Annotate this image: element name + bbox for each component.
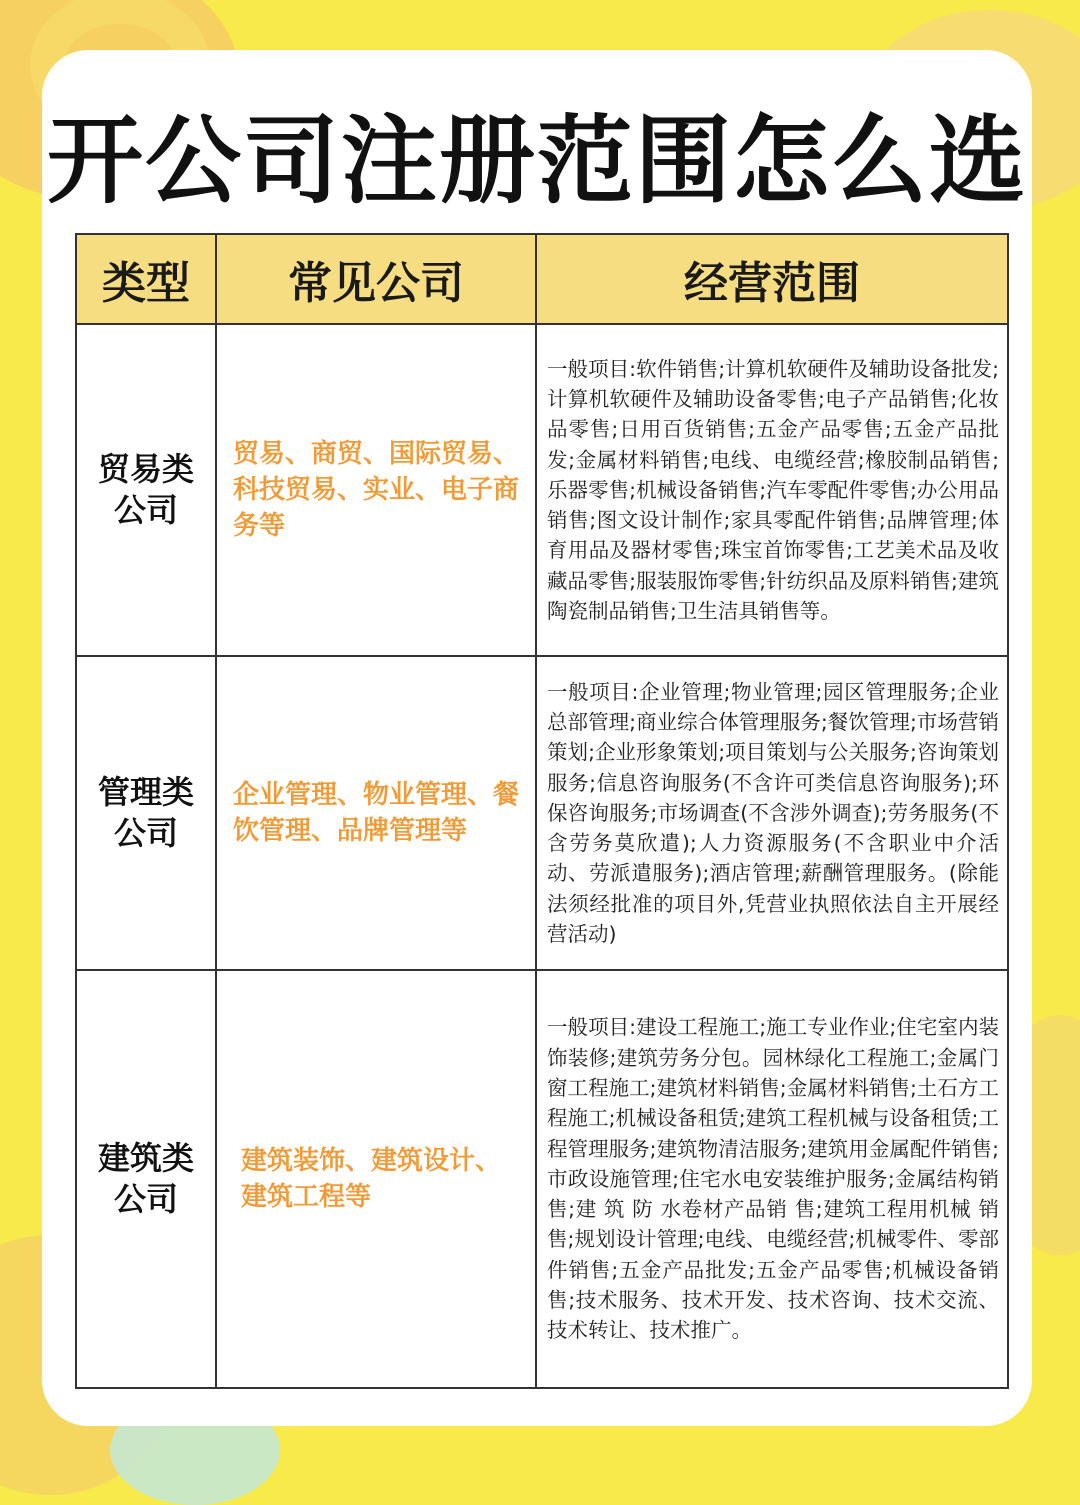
header-type: 类型 xyxy=(76,234,216,324)
header-scope: 经营范围 xyxy=(536,234,1008,324)
table-row-management xyxy=(76,656,1008,970)
companies-cell: 贸易、商贸、国际贸易、科技贸易、实业、电子商务等 xyxy=(216,324,536,656)
table-header-row xyxy=(76,234,1008,324)
companies-cell: 企业管理、物业管理、餐饮管理、品牌管理等 xyxy=(216,656,536,970)
scope-cell: 一般项目:企业管理;物业管理;园区管理服务;企业总部管理;商业综合体管理服务;餐饮管理;市场营销策划;企业形象策划;项目策划与公关服务;咨询策划服务;信息咨询服务(不含许可类信息咨询服务);环保咨询服务;市场调查(不含涉外调查);劳务服务(不含劳务莫欣遣);人力资源服务(不含职业中介活动、劳派遣服务);酒店管理;薪酬管理服务。(除能法须经批准的项目外,凭营业执照依法自主开展经营活动) xyxy=(536,656,1008,970)
type-cell xyxy=(76,324,216,656)
type-label: 管理类 xyxy=(97,773,194,811)
type-label-suffix: 公司 xyxy=(113,814,178,852)
companies-cell: 建筑装饰、建筑设计、建筑工程等 xyxy=(216,970,536,1388)
scope-cell: 一般项目:建设工程施工;施工专业作业;住宅室内装饰装修;建筑劳务分包。园林绿化工程施工;金属门窗工程施工;建筑材料销售;金属材料销售;土石方工程施工;机械设备租赁;建筑工程机械与设备租赁;工程管理服务;建筑物清洁服务;建筑用金属配件销售;市政设施管理;住宅水电安装维护服务;金属结构销售;建 筑 防 水卷材产品销 售;建筑工程用机械 销售;规划设计管理;电线、电缆经营;机械零件、零部件销售;五金产品批发;五金产品零售;机械设备销售;技术服务、技术开发、技术咨询、技术交流、技术转让、技术推广。 xyxy=(536,970,1008,1388)
type-cell xyxy=(76,970,216,1388)
type-cell xyxy=(76,656,216,970)
type-label-suffix: 公司 xyxy=(113,491,178,529)
table-row-trade xyxy=(76,324,1008,656)
header-companies: 常见公司 xyxy=(216,234,536,324)
scope-cell: 一般项目:软件销售;计算机软硬件及辅助设备批发;计算机软硬件及辅助设备零售;电子产品销售;化妆品零售;日用百货销售;五金产品零售;五金产品批发;金属材料销售;电线、电缆经营;橡胶制品销售;乐器零售;机械设备销售;汽车零配件零售;办公用品销售;图文设计制作;家具零配件销售;品牌管理;体育用品及器材零售;珠宝首饰零售;工艺美术品及收藏品零售;服装服饰零售;针纺织品及原料销售;建筑陶瓷制品销售;卫生洁具销售等。 xyxy=(536,324,1008,656)
business-scope-table xyxy=(75,233,1009,1389)
type-label: 建筑类 xyxy=(97,1139,194,1177)
type-label: 贸易类 xyxy=(97,450,194,488)
content-card xyxy=(42,50,1032,1426)
table-row-construction xyxy=(76,970,1008,1388)
type-label-suffix: 公司 xyxy=(113,1180,178,1218)
page-title: 开公司注册范围怎么选 xyxy=(47,105,1027,217)
